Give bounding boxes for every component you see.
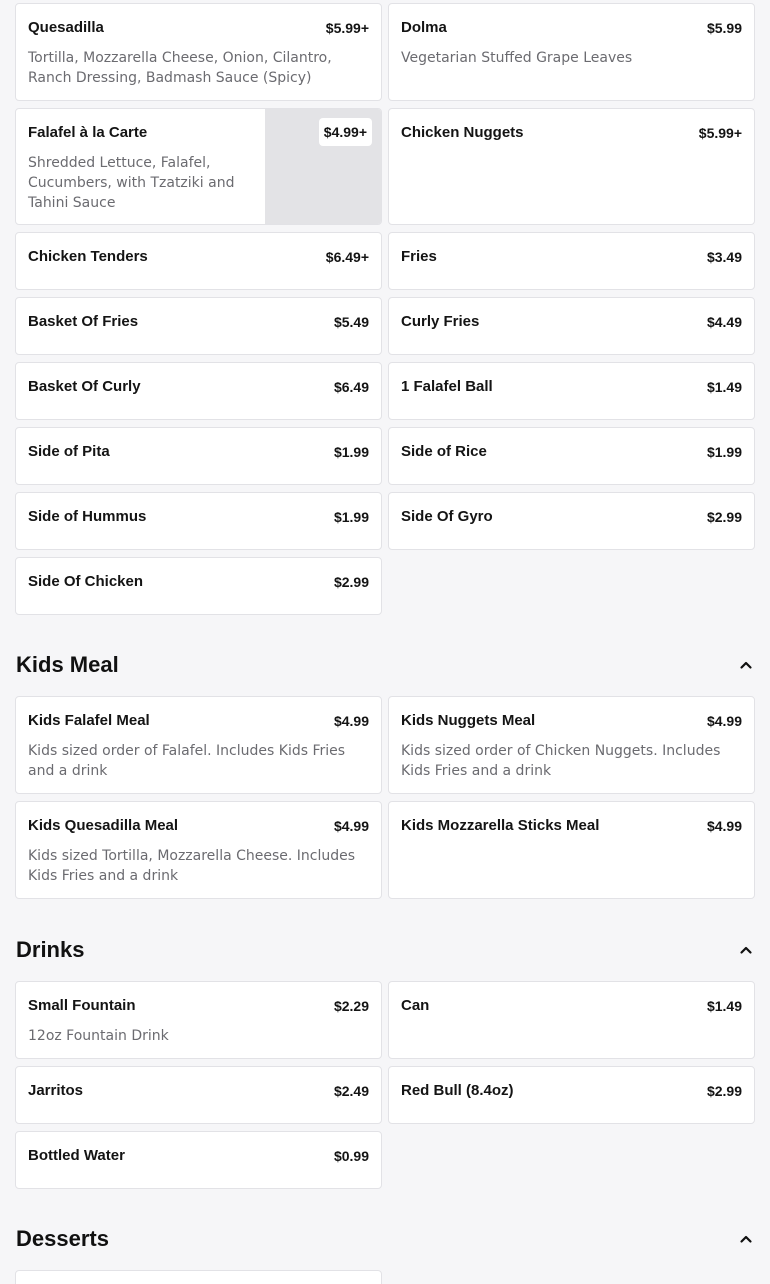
menu-item-name: Side of Hummus — [28, 508, 147, 525]
menu-item-name: Red Bull (8.4oz) — [401, 1082, 514, 1099]
menu-item-name: Kids Mozzarella Sticks Meal — [401, 817, 600, 834]
menu-item-card[interactable] — [15, 3, 382, 101]
menu-item-name: Kids Quesadilla Meal — [28, 817, 179, 834]
menu-item-card[interactable] — [388, 362, 755, 420]
menu-item-card[interactable] — [388, 427, 755, 485]
menu-item-card[interactable] — [388, 492, 755, 550]
menu-item-price: $6.49+ — [325, 249, 369, 265]
menu-item-card[interactable] — [15, 557, 382, 615]
menu-item-price: $4.99 — [333, 818, 369, 834]
menu-item-name: Fries — [401, 248, 437, 265]
menu-item-name: Basket Of Curly — [28, 378, 141, 395]
menu-item-name: Curly Fries — [401, 313, 480, 330]
section-title-drinks: Drinks — [16, 937, 85, 962]
menu-item-price: $2.99 — [706, 1083, 742, 1099]
menu-item-card[interactable] — [388, 232, 755, 290]
menu-item-name: Chicken Nuggets — [401, 124, 524, 141]
menu-item-name: Dolma — [401, 19, 447, 36]
menu-item-description: Kids sized order of Falafel. Includes Kids Fries and a drink — [28, 743, 346, 779]
menu-item-card[interactable] — [15, 1131, 382, 1189]
menu-item-name: Bottled Water — [28, 1147, 125, 1164]
menu-item-name: Can — [401, 997, 430, 1014]
collapse-desserts-button[interactable] — [738, 1231, 754, 1247]
menu-item-price: $1.99 — [706, 444, 742, 460]
menu-item-card[interactable] — [15, 1270, 382, 1284]
menu-item-price: $4.99 — [333, 713, 369, 729]
menu-item-card[interactable] — [388, 801, 755, 899]
menu-item-name: Kids Nuggets Meal — [401, 712, 536, 729]
menu-item-price: $3.49 — [706, 249, 742, 265]
menu-item-price: $1.99 — [333, 509, 369, 525]
menu-item-price: $1.49 — [706, 998, 742, 1014]
menu-item-card[interactable] — [15, 297, 382, 355]
menu-item-description: Tortilla, Mozzarella Cheese, Onion, Cilantro, Ranch Dressing, Badmash Sauce (Spicy) — [28, 50, 332, 86]
menu-item-card[interactable] — [15, 492, 382, 550]
menu-item-price: $2.29 — [333, 998, 369, 1014]
menu-item-price: $2.99 — [333, 574, 369, 590]
menu-item-price: $4.99 — [706, 713, 742, 729]
collapse-kids-meal-button[interactable] — [738, 657, 754, 673]
menu-item-name: Kids Falafel Meal — [28, 712, 150, 729]
menu-item-card[interactable] — [15, 232, 382, 290]
menu-item-card[interactable] — [15, 696, 382, 794]
menu-item-price: $2.99 — [706, 509, 742, 525]
menu-item-description: Vegetarian Stuffed Grape Leaves — [401, 50, 633, 66]
menu-item-card[interactable] — [388, 696, 755, 794]
menu-item-description: Kids sized order of Chicken Nuggets. Includes Kids Fries and a drink — [401, 743, 721, 779]
menu-item-description: Shredded Lettuce, Falafel, Cucumbers, with Tzatziki and Tahini Sauce — [28, 155, 235, 211]
menu-item-name: Side of Pita — [28, 443, 110, 460]
menu-item-card[interactable] — [15, 981, 382, 1059]
menu-item-name: Side Of Chicken — [28, 573, 144, 590]
menu-item-name: Chicken Tenders — [28, 248, 148, 265]
menu-item-price: $5.99 — [706, 20, 742, 36]
menu-item-card[interactable] — [388, 297, 755, 355]
menu-item-card[interactable] — [388, 1066, 755, 1124]
menu-item-name: 1 Falafel Ball — [401, 378, 493, 395]
menu-item-price: $4.49 — [706, 314, 742, 330]
menu-item-card[interactable] — [15, 427, 382, 485]
menu-item-card[interactable] — [388, 3, 755, 101]
menu-item-name: Jarritos — [28, 1082, 84, 1099]
menu-item-price: $1.99 — [333, 444, 369, 460]
menu-item-price: $4.99 — [706, 818, 742, 834]
menu-item-price: $5.99+ — [325, 20, 369, 36]
section-title-kids-meal: Kids Meal — [16, 652, 119, 677]
menu-item-card[interactable] — [15, 108, 382, 225]
menu-item-name: Basket Of Fries — [28, 313, 139, 330]
menu-item-name: Quesadilla — [28, 19, 104, 36]
menu-item-price: $4.99+ — [319, 118, 372, 146]
menu-item-card[interactable] — [388, 981, 755, 1059]
menu-item-price: $5.99+ — [698, 125, 742, 141]
menu-item-name: Small Fountain — [28, 997, 136, 1014]
menu-item-price: $1.49 — [706, 379, 742, 395]
menu-item-card[interactable] — [388, 108, 755, 225]
collapse-drinks-button[interactable] — [738, 942, 754, 958]
menu-item-price: $0.99 — [333, 1148, 369, 1164]
menu-item-card[interactable] — [15, 1066, 382, 1124]
menu-item-name: Side Of Gyro — [401, 508, 493, 525]
chevron-up-icon — [738, 1231, 754, 1247]
menu-item-price: $2.49 — [333, 1083, 369, 1099]
section-title-desserts: Desserts — [16, 1226, 109, 1251]
menu-item-name: Side of Rice — [401, 443, 487, 460]
menu-item-description: Kids sized Tortilla, Mozzarella Cheese. Includes Kids Fries and a drink — [28, 848, 356, 884]
chevron-up-icon — [738, 657, 754, 673]
menu-item-description: 12oz Fountain Drink — [28, 1028, 169, 1044]
chevron-up-icon — [738, 942, 754, 958]
menu-item-card[interactable] — [15, 801, 382, 899]
menu-item-name: Falafel à la Carte — [28, 124, 148, 141]
menu-item-price: $6.49 — [333, 379, 369, 395]
menu-item-card[interactable] — [15, 362, 382, 420]
menu-item-price: $5.49 — [333, 314, 369, 330]
